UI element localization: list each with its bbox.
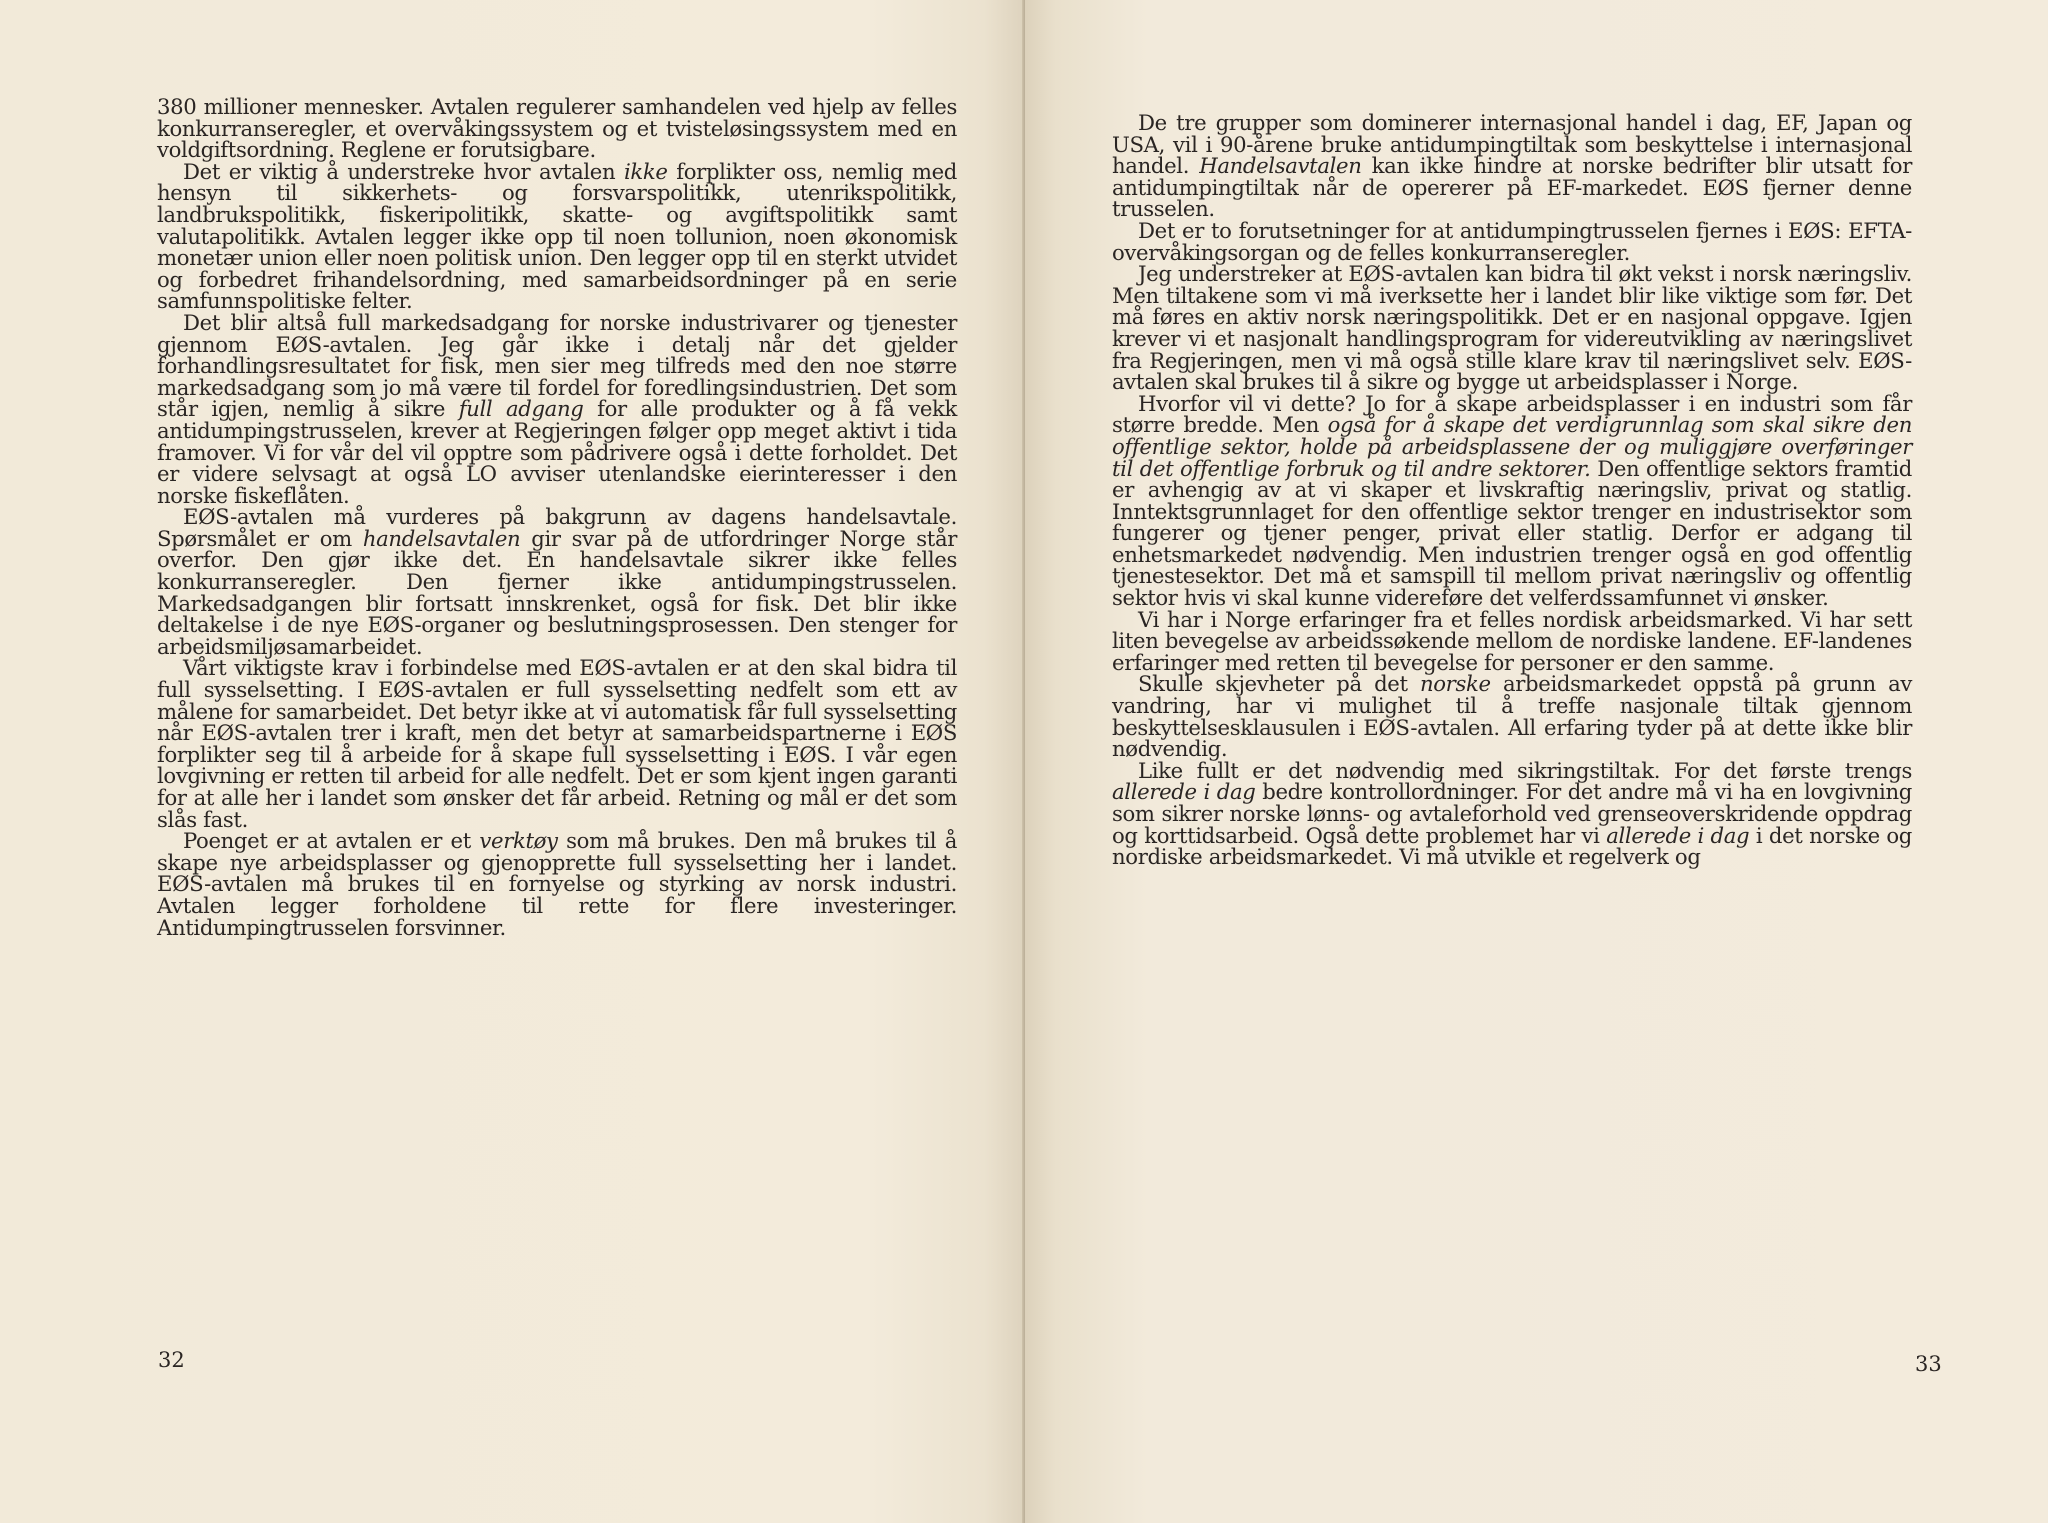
paragraph: Jeg understreker at EØS-avtalen kan bidra til økt vekst i norsk næringsliv. Men tiltakene som vi må iverksette her i landet blir like viktige som før. Det må føres en aktiv norsk næringspolitikk. Det er en nasjonal oppgave. Igjen krever vi et nasjonalt handlingsprogram for videreutvikling av næringslivet fra Regjeringen, men vi må også stille klare krav til næringslivet selv. EØS-avtalen skal brukes til å sikre og bygge ut arbeidsplasser i Norge. [1112, 261, 1912, 395]
paragraph: 380 millioner mennesker. Avtalen regulerer samhandelen ved hjelp av felles konkurranseregler, et overvåkingssystem og et tvisteløsingssystem med en voldgiftsordning. Reglene er forutsigbare. [157, 94, 957, 163]
paragraph: De tre grupper som dominerer internasjonal handel i dag, EF, Japan og USA, vil i 90-årene bruke antidumpingtiltak som beskyttelse i internasjonal handel. Handelsavtalen kan ikke hindre at norske bedrifter blir utsatt for antidumpingtiltak når de opererer på EF-markedet. EØS fjerner denne trusselen. [1112, 110, 1912, 222]
left-page-text [157, 96, 957, 938]
paragraph: Skulle skjevheter på det norske arbeidsmarkedet oppstå på grunn av vandring, har vi mulighet til å treffe nasjonale tiltak gjennom beskyttelsesklausulen i EØS-avtalen. All erfaring tyder på at dette ikke blir nødvendig. [1112, 671, 1913, 762]
paragraph: Det er to forutsetninger for at antidumpingtrusselen fjernes i EØS: EFTA-overvåkingsorgan og de felles konkurranseregler. [1112, 217, 1912, 265]
right-page [1025, 0, 2048, 1523]
paragraph: EØS-avtalen må vurderes på bakgrunn av dagens handelsavtale. Spørsmålet er om handelsavtalen gir svar på de utfordringer Norge står overfor. Den gjør ikke det. En handelsavtale sikrer ikke felles konkurranseregler. Den fjerner ikke antidumpingstrusselen. Markedsadgangen blir fortsatt innskrenket, også for fisk. Det blir ikke deltakelse i de nye EØS-organer og beslutningsprosessen. Den stenger for arbeidsmiljøsamarbeidet. [157, 504, 958, 659]
paragraph: Det blir altså full markedsadgang for norske industrivarer og tjenester gjennom EØS-avtalen. Jeg går ikke i detalj når det gjelder forhandlingsresultatet for fisk, men sier meg tilfreds med den noe større markedsadgang som jo må være til fordel for foredlingsindustrien. Det som står igjen, nemlig å sikre full adgang for alle produkter og å få vekk antidumpingstrusselen, krever at Regjeringen følger opp meget aktivt i tida framover. Vi for vår del vil opptre som pådrivere også i dette forholdet. Det er videre selvsagt at også LO avviser utenlandske eierinteresser i den norske fiskeflåten. [157, 309, 957, 508]
paragraph: Vårt viktigste krav i forbindelse med EØS-avtalen er at den skal bidra til full sysselsetting. I EØS-avtalen er full sysselsetting nedfelt som ett av målene for samarbeidet. Det betyr ikke at vi automatisk får full sysselsetting når EØS-avtalen trer i kraft, men det betyr at samarbeidspartnerne i EØS forplikter seg til å arbeide for å skape full sysselsetting i EØS. I vår egen lovgivning er retten til arbeid for alle nedfelt. Det er som kjent ingen garanti for at alle her i landet som ønsker det får arbeid. Retning og mål er det som slås fast. [157, 655, 957, 832]
page-number: 33 [1915, 1352, 1942, 1376]
paragraph: Hvorfor vil vi dette? Jo for å skape arbeidsplasser i en industri som får større bredde. Men også for å skape det verdigrunnlag som skal sikre den offentlige sektor, holde på arbeidsplassene der og muliggjøre overføringer til det offentlige forbruk og til andre sektorer. Den offentlige sektors framtid er avhengig av at vi skaper et livskraftig næringsliv, privat og statlig. Inntektsgrunnlaget for den offentlige sektor trenger en industrisektor som fungerer og tjener penger, privat eller statlig. Derfor er adgang til enhetsmarkedet nødvendig. Men industrien trenger også en god offentlig tjenestesektor. Det må et samspill til mellom privat næringsliv og offentlig sektor hvis vi skal kunne videreføre det velferdssamfunnet vi ønsker. [1112, 390, 1912, 611]
paragraph: Vi har i Norge erfaringer fra et felles nordisk arbeidsmarked. Vi har sett liten bevegelse av arbeidssøkende mellom de nordiske landene. EF-landenes erfaringer med retten til bevegelse for personer er den samme. [1112, 606, 1912, 675]
paragraph: Det er viktig å understreke hvor avtalen ikke forplikter oss, nemlig med hensyn til sikkerhets- og forsvarspolitikk, utenrikspolitikk, landbrukspolitikk, fiskeripolitikk, skatte- og avgiftspolitikk samt valutapolitikk. Avtalen legger ikke opp til noen tollunion, noen økonomisk monetær union eller noen politisk union. Den legger opp til en sterkt utvidet og forbedret frihandelsordning, med samarbeidsordninger på en serie samfunnspolitiske felter. [157, 158, 958, 314]
right-page-text [1112, 112, 1912, 868]
page-number: 32 [158, 1348, 185, 1372]
paragraph: Poenget er at avtalen er et verktøy som må brukes. Den må brukes til å skape nye arbeidsplasser og gjenopprette full sysselsetting her i landet. EØS-avtalen må brukes til en fornyelse og styrking av norsk industri. Avtalen legger forholdene til rette for flere investeringer. Antidumpingtrusselen forsvinner. [157, 828, 957, 940]
paragraph: Like fullt er det nødvendig med sikringstiltak. For det første trengs allerede i dag bedre kontrollordninger. For det andre må vi ha en lovgivning som sikrer norske lønns- og avtaleforhold ved grenseoverskridende oppdrag og korttidsarbeid. Også dette problemet har vi allerede i dag i det norske og nordiske arbeidsmarkedet. Vi må utvikle et regelverk og [1112, 757, 1912, 870]
